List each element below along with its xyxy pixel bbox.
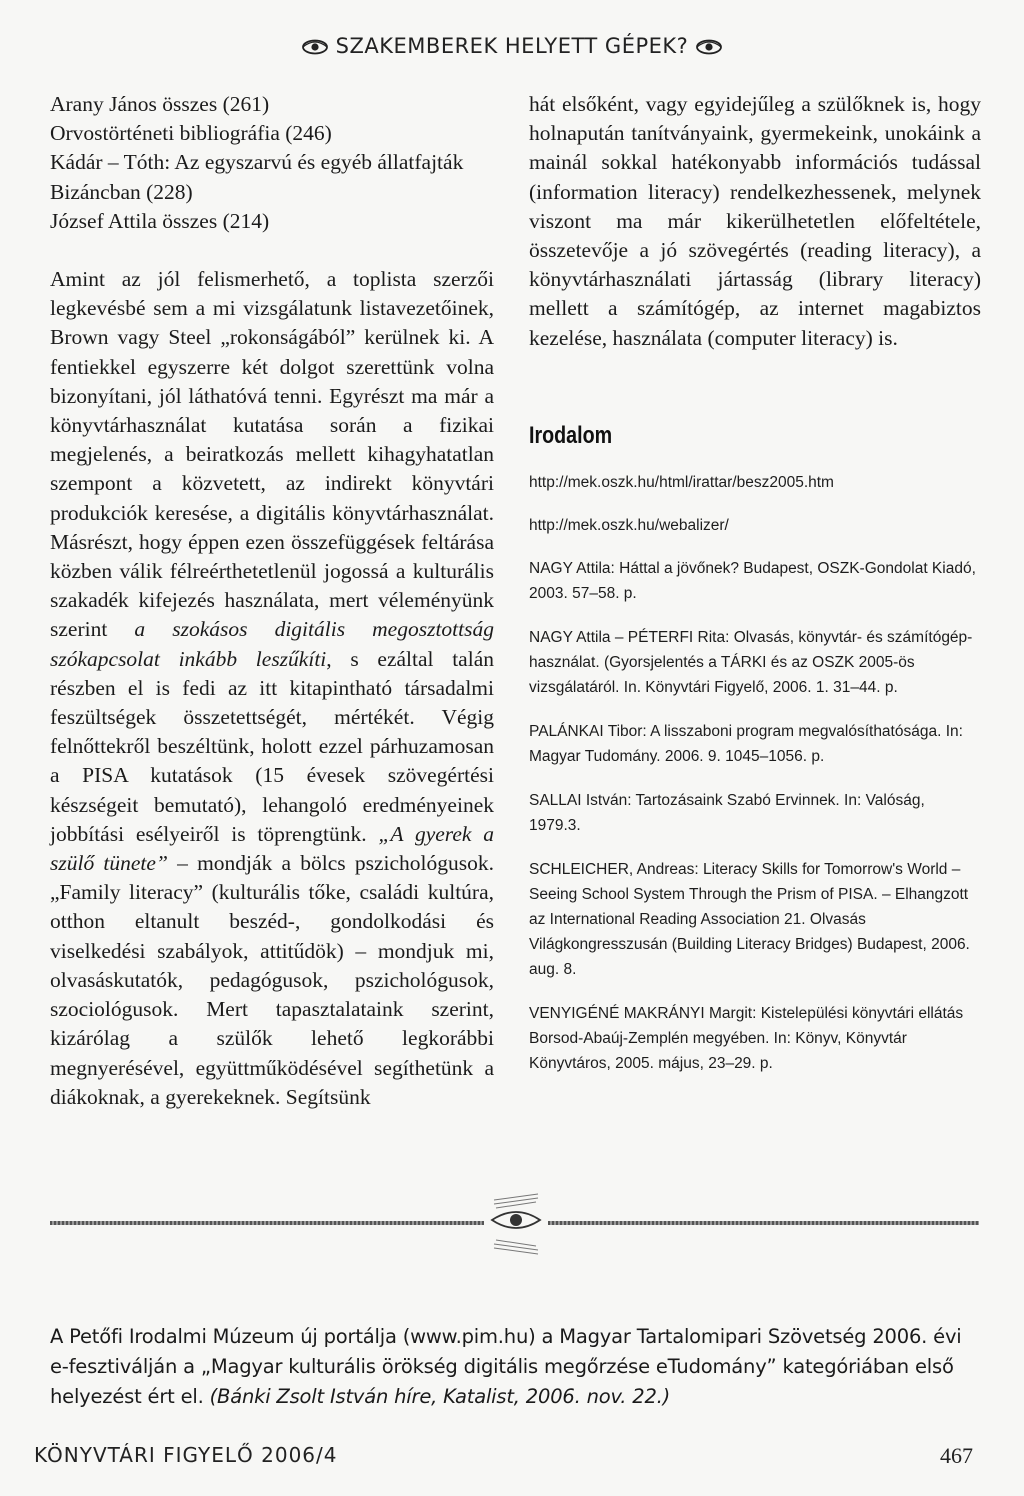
reference-list xyxy=(529,470,979,1095)
page-number: 467 xyxy=(940,1443,973,1468)
header-title: SZAKEMBEREK HELYETT GÉPEK? xyxy=(335,34,689,58)
reference-link[interactable]: http://mek.oszk.hu/html/irattar/besz2005.htm xyxy=(529,474,834,491)
reference-item: SALLAI István: Tartozásaink Szabó Ervinnek. In: Valóság, 1979.3. xyxy=(529,792,925,834)
running-header xyxy=(0,34,1024,58)
reference-item: SCHLEICHER, Andreas: Literacy Skills for Tomorrow's World – Seeing School System Through the Prism of PISA. – Elhangzott az International Reading Association 21. Olvasás Világkongresszusán (Building Literacy Bridges) Budapest, 2006. aug. 8. xyxy=(529,861,970,978)
divider xyxy=(548,1221,979,1225)
paragraph-text: Végig felnőttekről beszéltünk, holott ezzel párhuzamosan a PISA kutatások (15 évesek szövegértési készségeit bemutató), lehangoló eredményeinek jobbítási esélyeiről is töprengtünk. xyxy=(50,705,494,846)
paragraph-text: hát elsőként, vagy egyidejűleg a szülőknek is, hogy holnapután tanítványaink, gyermekeink, unokáink a mainál sokkal hatékonyabb információs tudással (information literacy) rendelkezhessenek, melynek viszont ma már kikerülhetetlen előfeltétele, összetevője a jó szövegértés (reading literacy), a könyvtárhasználati jártasság (library literacy) mellett a számítógép, az internet magabiztos kezelése, használata (computer literacy) is. xyxy=(529,92,981,350)
journal-footer: KÖNYVTÁRI FIGYELŐ 2006/4 xyxy=(34,1443,338,1467)
reference-link[interactable]: http://mek.oszk.hu/webalizer/ xyxy=(529,517,729,534)
list-item: Arany János összes (261) xyxy=(50,92,270,116)
divider xyxy=(50,1221,484,1225)
paragraph-text: Amint az jól felismerhető, a toplista szerzői legkevésbé sem a mi vizsgálatunk listavezetőinek, Brown vagy Steel „rokonságából” kerülnek ki. xyxy=(50,267,494,350)
reference-item: PALÁNKAI Tibor: A lisszaboni program megvalósíthatósága. In: Magyar Tudomány. 2006. 9. 1045–1056. p. xyxy=(529,723,963,765)
eye-icon xyxy=(302,39,328,55)
emphasis-text: „A gyerek a szülő tünete” xyxy=(50,821,494,876)
list-item: József Attila összes (214) xyxy=(50,208,270,233)
list-item: Orvostörténeti bibliográfia (246) xyxy=(50,121,332,146)
reference-item: VENYIGÉNÉ MAKRÁNYI Margit: Kistelepülési könyvtári ellátás Borsod-Abaúj-Zemplén megyében. In: Könyv, Könyvtár Könyvtáros, 2005. május, 23–29. p. xyxy=(529,1005,964,1072)
paragraph-text: – mondják a bölcs pszichológusok. „Family literacy” (kulturális tőke, családi kultúra, otthon eltanult beszéd-, gondolkodási és viselkedési szabályok, attitűdök) – mondjuk mi, olvasáskutatók, pedagógusok, pszichológusok, szociológusok. Mert tapasztalataink szerint, kizárólag a szülők lehető legkorábbi megnyerésével, együttműködésével segíthetünk a diákoknak, a gyerekeknek. Segítsünk xyxy=(50,851,494,1109)
paragraph xyxy=(50,265,494,1112)
footnote-text: A Petőfi Irodalmi Múzeum új portálja (www.pim.hu) a Magyar Tartalomipari Szövetség 2006. évi e-fesztiválján a „Magyar kulturális örökség digitális megőrzése eTudomány” kategóriában első helyezést ért el. xyxy=(50,1325,962,1408)
eye-icon xyxy=(696,39,722,55)
section-title: Irodalom xyxy=(529,422,613,449)
right-column xyxy=(529,90,981,353)
footnote xyxy=(50,1322,985,1412)
eye-ornament-icon xyxy=(488,1190,544,1258)
paragraph-text: , s ezáltal talán részben el is fedi az itt kitapintható társadalmi feszültségek összetettségét, mértékét. xyxy=(50,646,494,730)
footnote-source: (Bánki Zsolt István híre, Katalist, 2006. nov. 22.) xyxy=(209,1385,671,1408)
reference-item: NAGY Attila: Háttal a jövőnek? Budapest, OSZK-Gondolat Kiadó, 2003. 57–58. p. xyxy=(529,560,976,602)
paragraph-text: A fentiekkel egyszerre két dolgot szerettünk volna bizonyítani, jól láthatóvá tenni. Egyrészt ma már a könyvtárhasználat kutatása során a fizikai megjelenés, a beiratkozás mellett kihagyhatatlan szempont a közvetett, az indirekt könyvtári produkciók keresése, a digitális könyvtárhasználat. Másrészt, hogy éppen ezen összefüggések feltárása közben válik félreérthetetlenül jogossá a kulturális szakadék kifejezés használata, mert véleményünk szerint xyxy=(50,325,494,642)
toplist xyxy=(50,90,494,236)
list-item: Kádár – Tóth: Az egyszarvú és egyéb állatfajták Bizáncban (228) xyxy=(50,150,464,204)
left-column xyxy=(50,90,494,1112)
reference-item: NAGY Attila – PÉTERFI Rita: Olvasás, könyvtár- és számítógép-használat. (Gyorsjelentés a TÁRKI és az OSZK 2005-ös vizsgálatáról. In. Könyvtári Figyelő, 2006. 1. 31–44. p. xyxy=(529,629,973,696)
emphasis-text: a szokásos digitális megosztottság szókapcsolat inkább leszűkíti xyxy=(50,617,494,671)
